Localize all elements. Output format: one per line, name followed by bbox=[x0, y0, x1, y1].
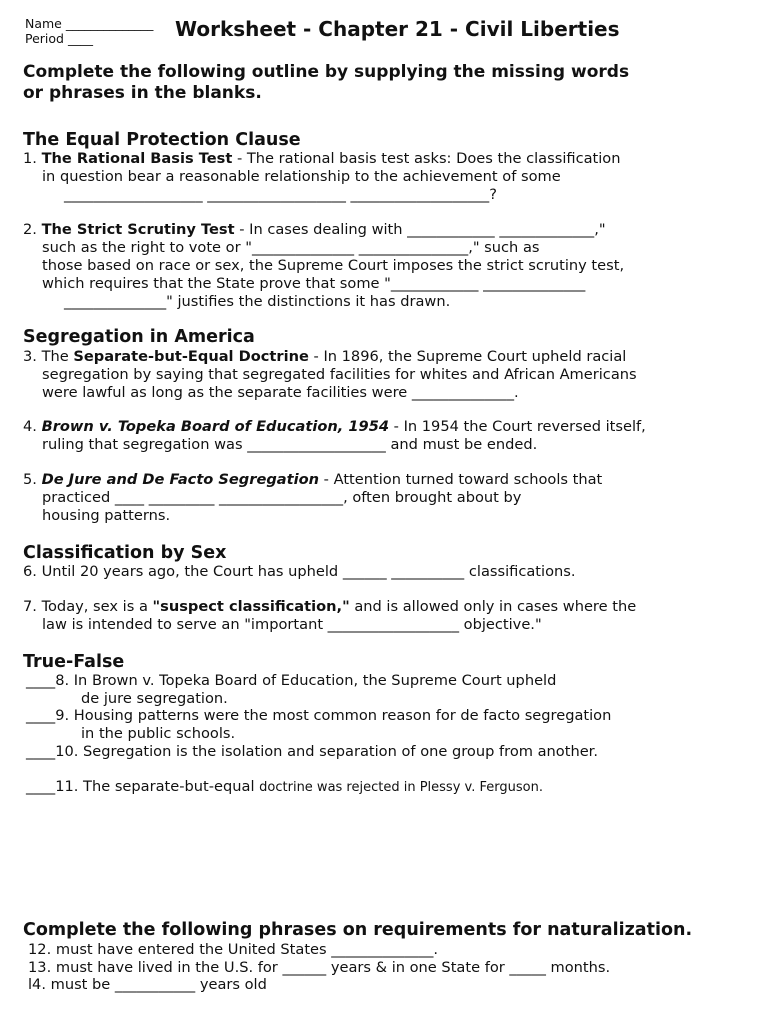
true-false-9-line-1: ____9. Housing patterns were the most common reason for de facto segregation bbox=[26, 707, 612, 724]
question-1-line-3: ___________________ ___________________ ___________________? bbox=[64, 186, 497, 203]
question-7-line-2: law is intended to serve an "important __________________ objective." bbox=[42, 616, 542, 633]
naturalization-item-14: l4. must be ___________ years old bbox=[28, 976, 267, 993]
question-2-line-4: which requires that the State prove that some "____________ ______________ bbox=[42, 275, 586, 292]
question-2-line-3: those based on race or sex, the Supreme Court imposes the strict scrutiny test, bbox=[42, 257, 625, 274]
name-field-label: Name ______________ bbox=[25, 16, 154, 31]
section-heading-true-false: True-False bbox=[23, 652, 125, 672]
question-2-line-1: 2. The Strict Scrutiny Test - In cases dealing with ____________ _____________," bbox=[23, 221, 606, 238]
naturalization-item-13: 13. must have lived in the U.S. for ______ years & in one State for _____ months. bbox=[28, 959, 611, 976]
question-3-line-1: 3. The Separate-but-Equal Doctrine - In 1896, the Supreme Court upheld racial bbox=[23, 348, 627, 365]
question-1-line-2: in question bear a reasonable relationship to the achievement of some bbox=[42, 168, 561, 185]
question-6-line-1: 6. Until 20 years ago, the Court has upheld ______ __________ classifications. bbox=[23, 563, 576, 580]
question-2-line-5: ______________" justifies the distinctions it has drawn. bbox=[64, 293, 451, 310]
section-heading-sex: Classification by Sex bbox=[23, 543, 227, 563]
true-false-10: ____10. Segregation is the isolation and separation of one group from another. bbox=[26, 743, 598, 760]
instructions-line-1: Complete the following outline by supplying the missing words bbox=[23, 62, 630, 82]
question-3-line-2: segregation by saying that segregated facilities for whites and African Americans bbox=[42, 366, 637, 383]
instructions-line-2: or phrases in the blanks. bbox=[23, 83, 262, 103]
naturalization-item-12: 12. must have entered the United States ______________. bbox=[28, 941, 439, 958]
page-title: Worksheet - Chapter 21 - Civil Liberties bbox=[175, 17, 620, 41]
question-4-line-2: ruling that segregation was ___________________ and must be ended. bbox=[42, 436, 538, 453]
question-5-line-2: practiced ____ _________ _________________, often brought about by bbox=[42, 489, 522, 506]
true-false-11: ____11. The separate-but-equal doctrine was rejected in Plessy v. Ferguson. bbox=[26, 778, 543, 795]
question-7-line-1: 7. Today, sex is a "suspect classification," and is allowed only in cases where the bbox=[23, 598, 637, 615]
period-field-label: Period ____ bbox=[25, 31, 93, 46]
question-2-line-2: such as the right to vote or "______________ _______________," such as bbox=[42, 239, 540, 256]
true-false-8-line-2: de jure segregation. bbox=[81, 690, 228, 707]
section-heading-segregation: Segregation in America bbox=[23, 327, 255, 347]
question-1-line-1: 1. The Rational Basis Test - The rational basis test asks: Does the classification bbox=[23, 150, 621, 167]
section-heading-equal-protection: The Equal Protection Clause bbox=[23, 130, 301, 150]
section-heading-naturalization: Complete the following phrases on requirements for naturalization. bbox=[23, 920, 693, 940]
question-5-line-3: housing patterns. bbox=[42, 507, 171, 524]
question-3-line-3: were lawful as long as the separate facilities were ______________. bbox=[42, 384, 519, 401]
true-false-8-line-1: ____8. In Brown v. Topeka Board of Education, the Supreme Court upheld bbox=[26, 672, 557, 689]
question-5-line-1: 5. De Jure and De Facto Segregation - Attention turned toward schools that bbox=[23, 471, 603, 488]
true-false-9-line-2: in the public schools. bbox=[81, 725, 236, 742]
question-4-line-1: 4. Brown v. Topeka Board of Education, 1954 - In 1954 the Court reversed itself, bbox=[23, 418, 646, 435]
